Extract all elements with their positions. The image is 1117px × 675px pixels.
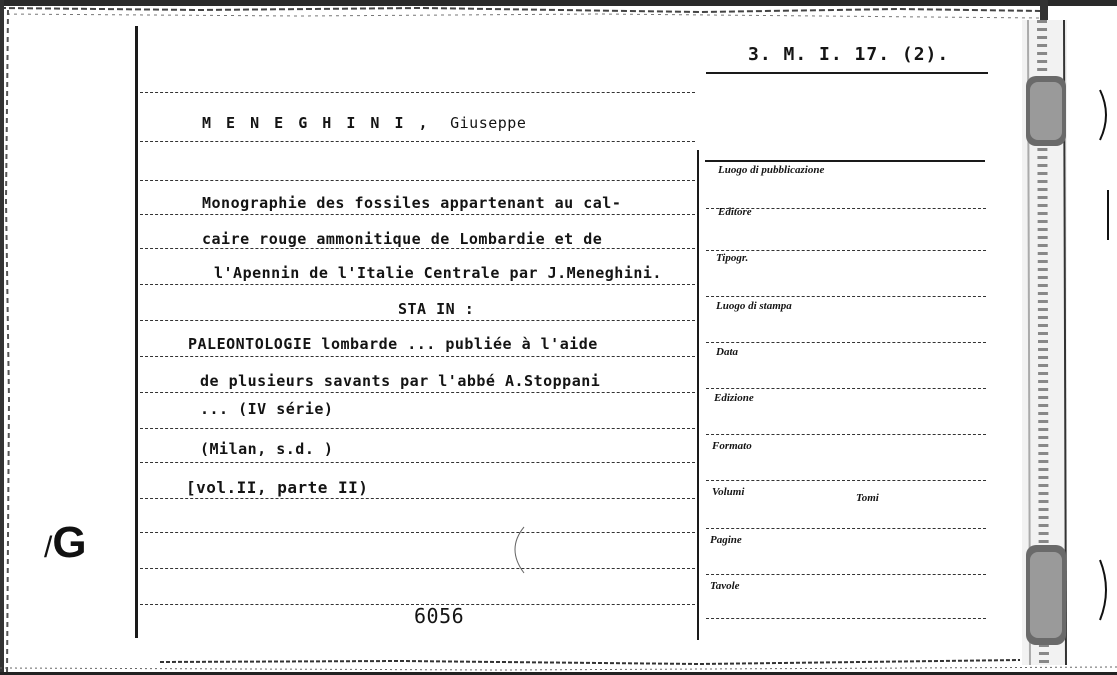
ruled-line: [140, 141, 695, 142]
ruled-line: [140, 462, 695, 463]
field-tavole: Tavole: [710, 580, 740, 592]
in-label: STA IN :: [398, 300, 475, 318]
ruled-line: [140, 284, 695, 285]
field-volumi: Volumi: [712, 486, 745, 498]
field-pagine: Pagine: [710, 534, 742, 546]
field-line: [706, 434, 986, 435]
left-margin-rule: [135, 26, 138, 638]
faint-arc-mark: [500, 525, 530, 575]
field-luogo-pubblicazione: Luogo di pubblicazione: [718, 164, 825, 176]
field-column-rule: [697, 150, 699, 640]
card-right-binding: [1012, 20, 1117, 665]
ruled-line: [140, 392, 695, 393]
field-box-top-rule: [705, 160, 985, 162]
field-line: [706, 296, 986, 297]
ruled-line: [140, 320, 695, 321]
shelfmark: 3. M. I. 17. (2).: [748, 44, 950, 65]
margin-mark-prefix: /: [44, 531, 53, 564]
series-line-2: de plusieurs savants par l'abbé A.Stoppani: [200, 372, 601, 390]
ruled-line: [140, 180, 695, 181]
field-data: Data: [716, 346, 738, 358]
margin-mark-letter: G: [52, 518, 87, 567]
field-line: [706, 342, 986, 343]
accession-number: 6056: [414, 604, 465, 628]
shelfmark-underline: [706, 72, 988, 74]
ruled-line: [140, 214, 695, 215]
field-tomi: Tomi: [856, 492, 879, 504]
ruled-line: [140, 428, 695, 429]
margin-mark: [44, 518, 87, 568]
card-left-edge: [0, 0, 14, 675]
field-editore: Editore: [718, 206, 752, 218]
author-surname: M E N E G H I N I ,: [202, 114, 431, 132]
field-line: [706, 528, 986, 529]
field-line: [706, 574, 986, 575]
card-bottom-edge: [0, 650, 1117, 675]
ruled-line: [140, 356, 695, 357]
title-line-3: l'Apennin de l'Italie Centrale par J.Meneghini.: [214, 264, 662, 282]
field-line: [706, 480, 986, 481]
card-top-edge: [0, 0, 1117, 24]
series-line-3: ... (IV série): [200, 400, 334, 418]
ruled-line: [140, 532, 695, 533]
title-line-1: Monographie des fossiles appartenant au cal-: [202, 194, 622, 212]
field-luogo-stampa: Luogo di stampa: [716, 300, 792, 312]
volume-note: [vol.II, parte II): [186, 478, 369, 497]
author-given: Giuseppe: [450, 114, 527, 132]
title-line-2: caire rouge ammonitique de Lombardie et de: [202, 230, 603, 248]
series-line-1: PALEONTOLOGIE lombarde ... publiée à l'aide: [188, 335, 598, 353]
field-edizione: Edizione: [714, 392, 754, 404]
field-line: [706, 250, 986, 251]
field-formato: Formato: [712, 440, 752, 452]
author-heading: [202, 114, 526, 132]
field-line: [706, 388, 986, 389]
place-date: (Milan, s.d. ): [200, 440, 334, 458]
ruled-line: [140, 498, 695, 499]
ruled-line: [140, 248, 695, 249]
field-line: [706, 618, 986, 619]
ruled-line: [140, 92, 695, 93]
field-tipogr: Tipogr.: [716, 252, 749, 264]
ruled-line: [140, 568, 695, 569]
